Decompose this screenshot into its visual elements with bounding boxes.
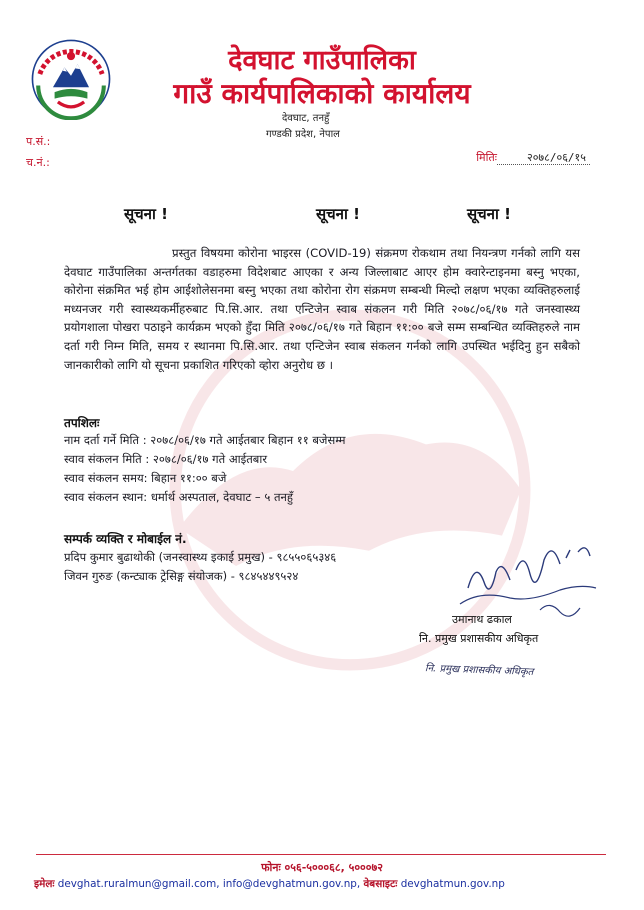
detail-swab-location: स्वाव संकलन स्थान: धर्मार्थ अस्पताल, देवघाट – ५ तनहुँ	[64, 490, 293, 504]
email-link[interactable]: devghat.ruralmun@gmail.com, info@devghatmun.gov.np,	[57, 878, 361, 890]
official-stamp-text: नि. प्रमुख प्रशासकीय अधिकृत	[424, 663, 534, 678]
address-line2: गण्डकी प्रदेश, नेपाल	[266, 129, 340, 140]
email-label: इमेलः	[34, 878, 55, 890]
date-value: २०७८/०६/१५	[497, 151, 590, 165]
notice-heading-3: सूचना !	[467, 205, 511, 223]
notice-heading-2: सूचना !	[316, 205, 360, 223]
notice-heading-1: सूचना !	[124, 205, 168, 223]
website-link[interactable]: devghatmun.gov.np	[400, 878, 505, 890]
signatory-title: नि. प्रमुख प्रशासकीय अधिकृत	[419, 632, 539, 645]
date-label: मितिः	[476, 151, 497, 164]
website-label: वेबसाइटः	[363, 878, 398, 890]
details-heading: तपशिलः	[64, 416, 100, 430]
contact-row-2: जिवन गुरुङ (कन्ट्याक ट्रेसिङ्ग संयोजक) - ९८४५४४९५२४	[64, 569, 299, 583]
contacts-heading: सम्पर्क व्यक्ति र मोबाईल नं.	[64, 532, 187, 546]
date-field	[476, 150, 590, 165]
dispatch-number-label: च.नं.:	[26, 156, 50, 169]
detail-swab-time: स्वाव संकलन समय: बिहान ११:०० बजे	[64, 471, 227, 485]
detail-swab-date: स्वाव संकलन मिति : २०७८/०६/१७ गते आईतबार	[64, 452, 268, 466]
footer-contacts	[34, 877, 505, 891]
detail-registration-date: नाम दर्ता गर्ने मिति : २०७८/०६/१७ गते आईतबार बिहान ११ बजेसम्म	[64, 433, 346, 447]
signatory-name: उमानाथ ढकाल	[452, 613, 512, 626]
address-line1: देवघाट, तनहुँ	[282, 113, 330, 124]
office-name-line2: गाउँ कार्यपालिकाको कार्यालय	[173, 77, 471, 110]
contact-row-1: प्रदिप कुमार बुढाथोकी (जनस्वास्थ्य इकाई प्रमुख) - ९८५५०६५३४६	[64, 550, 337, 564]
handwritten-signature	[420, 530, 610, 630]
office-name-line1: देवघाट गाउँपालिका	[228, 45, 416, 76]
reference-number-label: प.सं.:	[26, 135, 51, 148]
footer-phone: फोनः ०५६-५०००६८, ५०००७२	[261, 861, 383, 874]
notice-body	[64, 244, 580, 374]
footer-divider	[36, 854, 606, 855]
notice-body-text: प्रस्तुत विषयमा कोरोना भाइरस (COVID-19) संक्रमण रोकथाम तथा नियन्त्रण गर्नको लागि यस देवघाट गाउँपालिका अन्तर्गतका वडाहरुमा विदेशबाट आएका र अन्य जिल्लाबाट आएर होम क्वारेन्टाइनमा बस्नु भएका, कोरोना संक्रमित भई होम आईशोलेसनमा बस्नु भएका तथा कोरोना रोग संक्रमण सम्बन्धी मिल्दो लक्षण भएका व्यक्तिहरुलाई मध्यनजर गरी स्वास्थ्यकर्मीहरुबाट पि.सि.आर. तथा एन्टिजेन स्वाब संकलन गरी मिति २०७८/०६/१७ गते जनस्वास्थ्य प्रयोगशाला पोखरा पठाइने कार्यक्रम भएको हुँदा मिति २०७८/०६/१७ गते बिहान ११:०० बजे सम्म सम्बन्धित व्यक्तिहरुले नाम दर्ता गरी निम्न मिति, समय र स्थानमा पि.सि.आर. तथा एन्टिजेन स्वाब संकलन गर्नको लागि उपस्थित भईदिनु हुन सबैको जानकारीको लागि यो सूचना प्रकाशित गरिएको व्होरा अनुरोध छ ।	[64, 246, 580, 372]
